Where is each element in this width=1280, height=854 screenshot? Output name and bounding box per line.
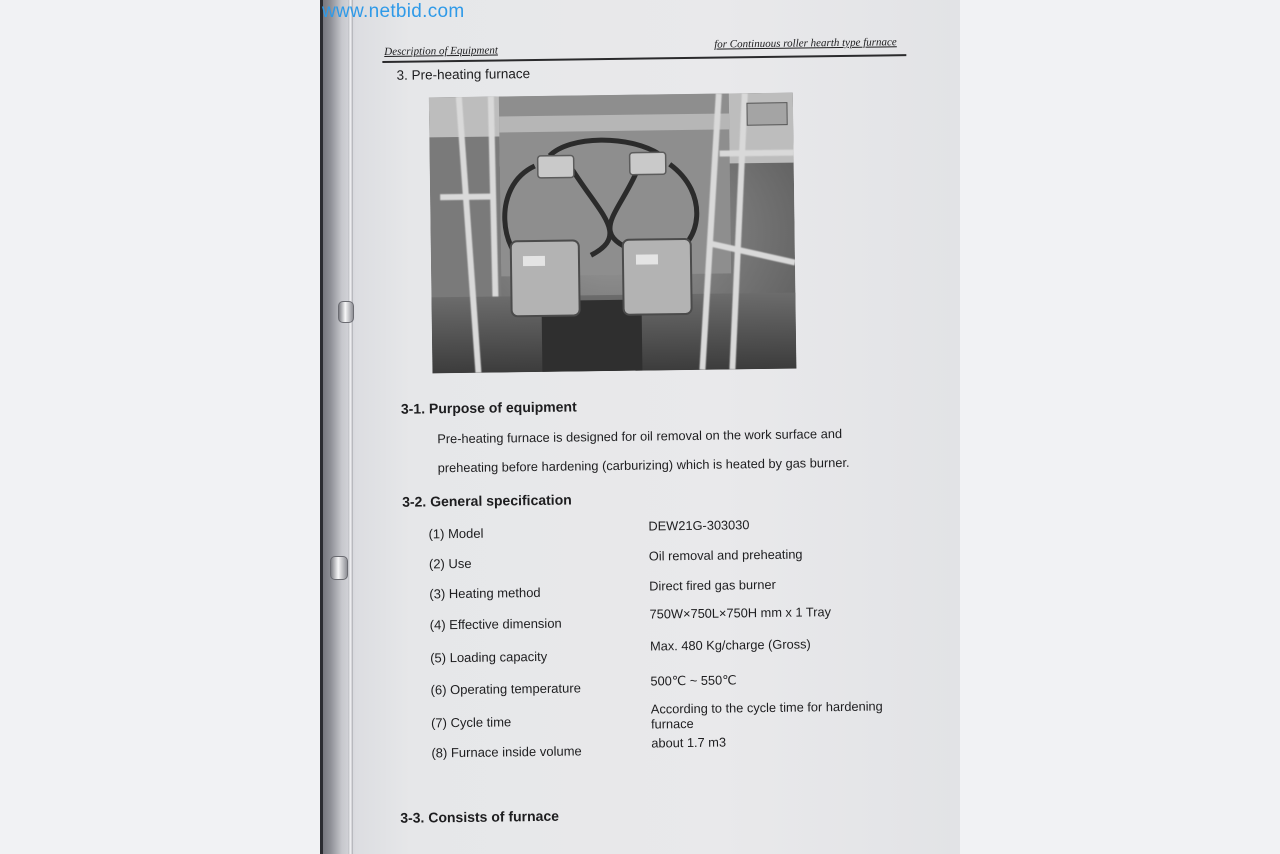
purpose-heading: 3-1. Purpose of equipment	[400, 398, 577, 417]
right-margin	[960, 0, 1280, 854]
spec-value: 750W×750L×750H mm x 1 Tray	[649, 604, 832, 622]
spec-heading: 3-2. General specification	[402, 491, 572, 510]
binder-ring-icon	[338, 301, 354, 323]
spec-label: (8) Furnace inside volume	[431, 743, 582, 761]
binder-edge	[320, 0, 323, 854]
spec-label: (2) Use	[428, 555, 472, 572]
spec-label: (4) Effective dimension	[429, 615, 562, 633]
spec-value: Direct fired gas burner	[649, 576, 776, 594]
watermark-link[interactable]: www.netbid.com	[322, 1, 465, 22]
purpose-text-line-1: Pre-heating furnace is designed for oil removal on the work surface and	[437, 425, 843, 447]
document-page	[380, 27, 931, 854]
spec-label: (6) Operating temperature	[430, 680, 581, 698]
spec-label: (5) Loading capacity	[430, 648, 548, 666]
spec-label: (7) Cycle time	[430, 714, 512, 731]
spec-label: (1) Model	[428, 525, 484, 542]
spec-value: Max. 480 Kg/charge (Gross)	[649, 636, 811, 654]
binder-ring-icon	[330, 556, 348, 580]
spec-value: DEW21G-303030	[648, 517, 750, 534]
spec-label: (3) Heating method	[429, 584, 541, 602]
header-right: for Continuous roller hearth type furnace	[714, 36, 897, 51]
header-left: Description of Equipment	[384, 44, 498, 58]
spec-value: According to the cycle time for hardening furnace	[650, 698, 883, 732]
section-title: 3. Pre-heating furnace	[396, 66, 531, 83]
purpose-text-line-2: preheating before hardening (carburizing) which is heated by gas burner.	[437, 454, 850, 476]
consists-heading: 3-3. Consists of furnace	[400, 807, 560, 826]
spec-value: 500℃ ~ 550℃	[650, 672, 737, 689]
spec-value: about 1.7 m3	[651, 734, 727, 751]
left-margin	[0, 0, 320, 854]
spec-value: Oil removal and preheating	[648, 546, 803, 564]
furnace-photo	[429, 93, 797, 374]
binder-spine	[348, 0, 353, 854]
